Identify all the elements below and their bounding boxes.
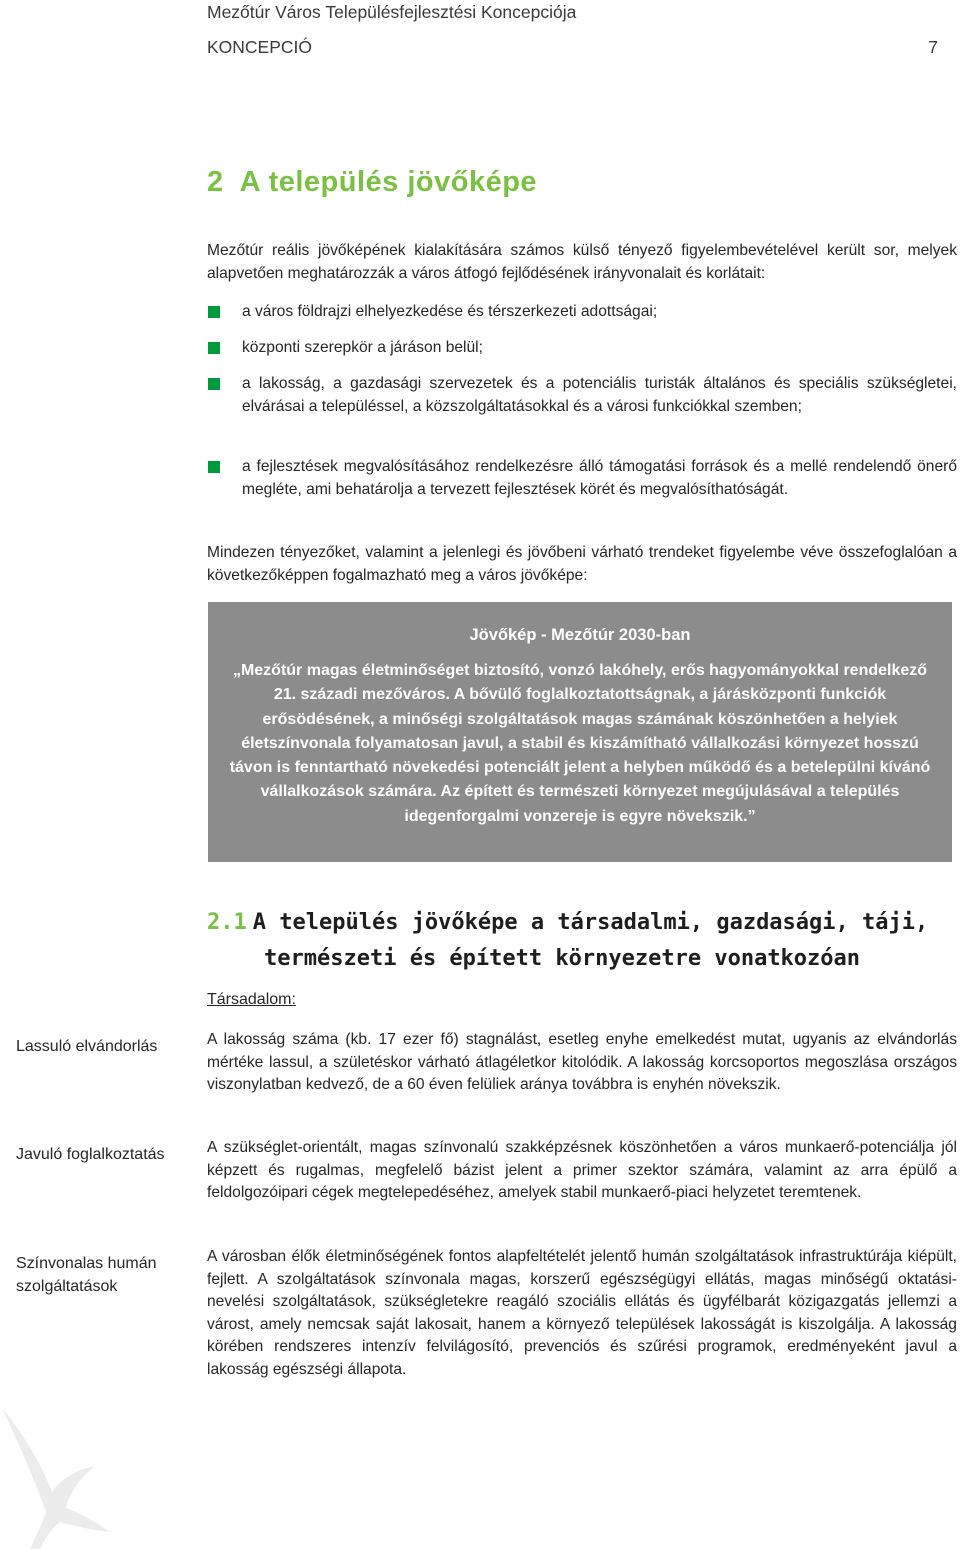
section-title-line-2: természeti és épített környezetre vonatkozóan: [264, 946, 861, 971]
bullet-square-icon: [208, 378, 220, 390]
bullet-text: a fejlesztések megvalósításához rendelkezésre álló támogatási források és a mellé rendelendő önerő megléte, ami behatárolja a tervezett fejlesztések körét és megvalósíthatóságát.: [242, 458, 957, 498]
chapter-heading: [207, 166, 537, 199]
chapter-title: A település jövőképe: [239, 166, 538, 198]
section-title-line-1: A település jövőképe a társadalmi, gazdasági, táji,: [252, 910, 929, 935]
bullet-text: a város földrajzi elhelyezkedése és térszerkezeti adottságai;: [242, 303, 658, 320]
document-title: Mezőtúr Város Településfejlesztési Koncepciója: [207, 2, 577, 22]
body-paragraph: A lakosság száma (kb. 17 ezer fő) stagnálást, esetleg enyhe emelkedést mutat, ugyanis az elvándorlás mértéke lassul, a születéskor várható átlagéletkor kitolódik. A lakosság korcsoportos megoszlása országos viszonylatban kedvező, de a 60 éven felüliek aránya továbbra is enyhén növekszik.: [207, 1031, 957, 1093]
intro-paragraph: Mezőtúr reális jövőképének kialakítására számos külső tényező figyelembevételével került sor, melyek alapvetően meghatározzák a város átfogó fejlődésének irányvonalait és korlátait:: [207, 242, 957, 282]
page-number: 7: [928, 37, 938, 57]
side-note: Lassuló elvándorlás: [16, 1038, 158, 1055]
bullet-item: [207, 337, 957, 360]
bullet-item: [207, 456, 957, 501]
vision-box-title: Jövőkép - Mezőtúr 2030-ban: [469, 626, 691, 644]
subheading: Társadalom:: [207, 991, 296, 1008]
section-number: 2.1: [207, 910, 247, 935]
section-heading: [207, 905, 928, 977]
section-label: KONCEPCIÓ: [207, 37, 313, 57]
body-paragraph: A szükséglet-orientált, magas színvonalú szakképzésnek köszönhetően a város munkaerő-potenciálja jól képzett és rugalmas, megfelelő bázist jelent a primer szektor számára, valamint az arra épülő a feldolgozóipari cégek megtelepedéséhez, amelyek stabil munkaerő-piaci helyzetet teremtenek.: [207, 1139, 957, 1201]
summary-paragraph: Mindezen tényezőket, valamint a jelenlegi és jövőbeni várható trendeket figyelembe véve összefoglalóan a következőképpen fogalmazható meg a város jövőképe:: [207, 544, 957, 584]
vision-box-text: „Mezőtúr magas életminőséget biztosító, vonzó lakóhely, erős hagyományokkal rendelkező 21. századi mezőváros. A bővülő foglalkoztatottságnak, a járásközponti funkciók erősödésének, a minőségi szolgáltatások magas számának köszönhetően a helyiek életszínvonala folyamatosan javul, a stabil és kiszámítható vállalkozási környezet hosszú távon is fenntartható növekedési potenciált jelent a helyben működő és a betelepülni kívánó vállalkozások számára. Az épített és természeti környezet megújulásával a település idegenforgalmi vonzereje is egyre növekszik.”: [229, 662, 931, 825]
bullet-item: [207, 301, 957, 324]
body-paragraph: A városban élők életminőségének fontos alapfeltételét jelentő humán szolgáltatások infrastruktúrája kiépült, fejlett. A szolgáltatások színvonala magas, korszerű egészségügyi ellátás, magas minőségű oktatási-nevelési szolgáltatások, szükségletekre reagáló szociális ellátás és ügyfélbarát közigazgatás jellemzi a várost, amely nemcsak saját lakosait, hanem a környező települések lakosságát is kiszolgálja. A lakosság körében rendszeres intenzív felvilágosító, prevenciós és szűrési programok, eredményeként javul a lakosság egészségi állapota.: [207, 1248, 957, 1378]
bird-watermark-icon: [0, 1400, 120, 1549]
side-note: Színvonalas humán szolgáltatások: [16, 1255, 157, 1295]
chapter-number: 2: [207, 166, 224, 198]
bullet-text: központi szerepkör a járáson belül;: [242, 339, 483, 356]
side-note: Javuló foglalkoztatás: [16, 1146, 165, 1163]
bullet-square-icon: [208, 342, 220, 354]
bullet-text: a lakosság, a gazdasági szervezetek és a potenciális turisták általános és speciális szükségletei, elvárásai a településsel, a közszolgáltatásokkal és a városi funkciókkal szemben;: [242, 375, 957, 415]
bullet-square-icon: [208, 306, 220, 318]
bullet-square-icon: [208, 461, 220, 473]
bullet-item: [207, 373, 957, 418]
